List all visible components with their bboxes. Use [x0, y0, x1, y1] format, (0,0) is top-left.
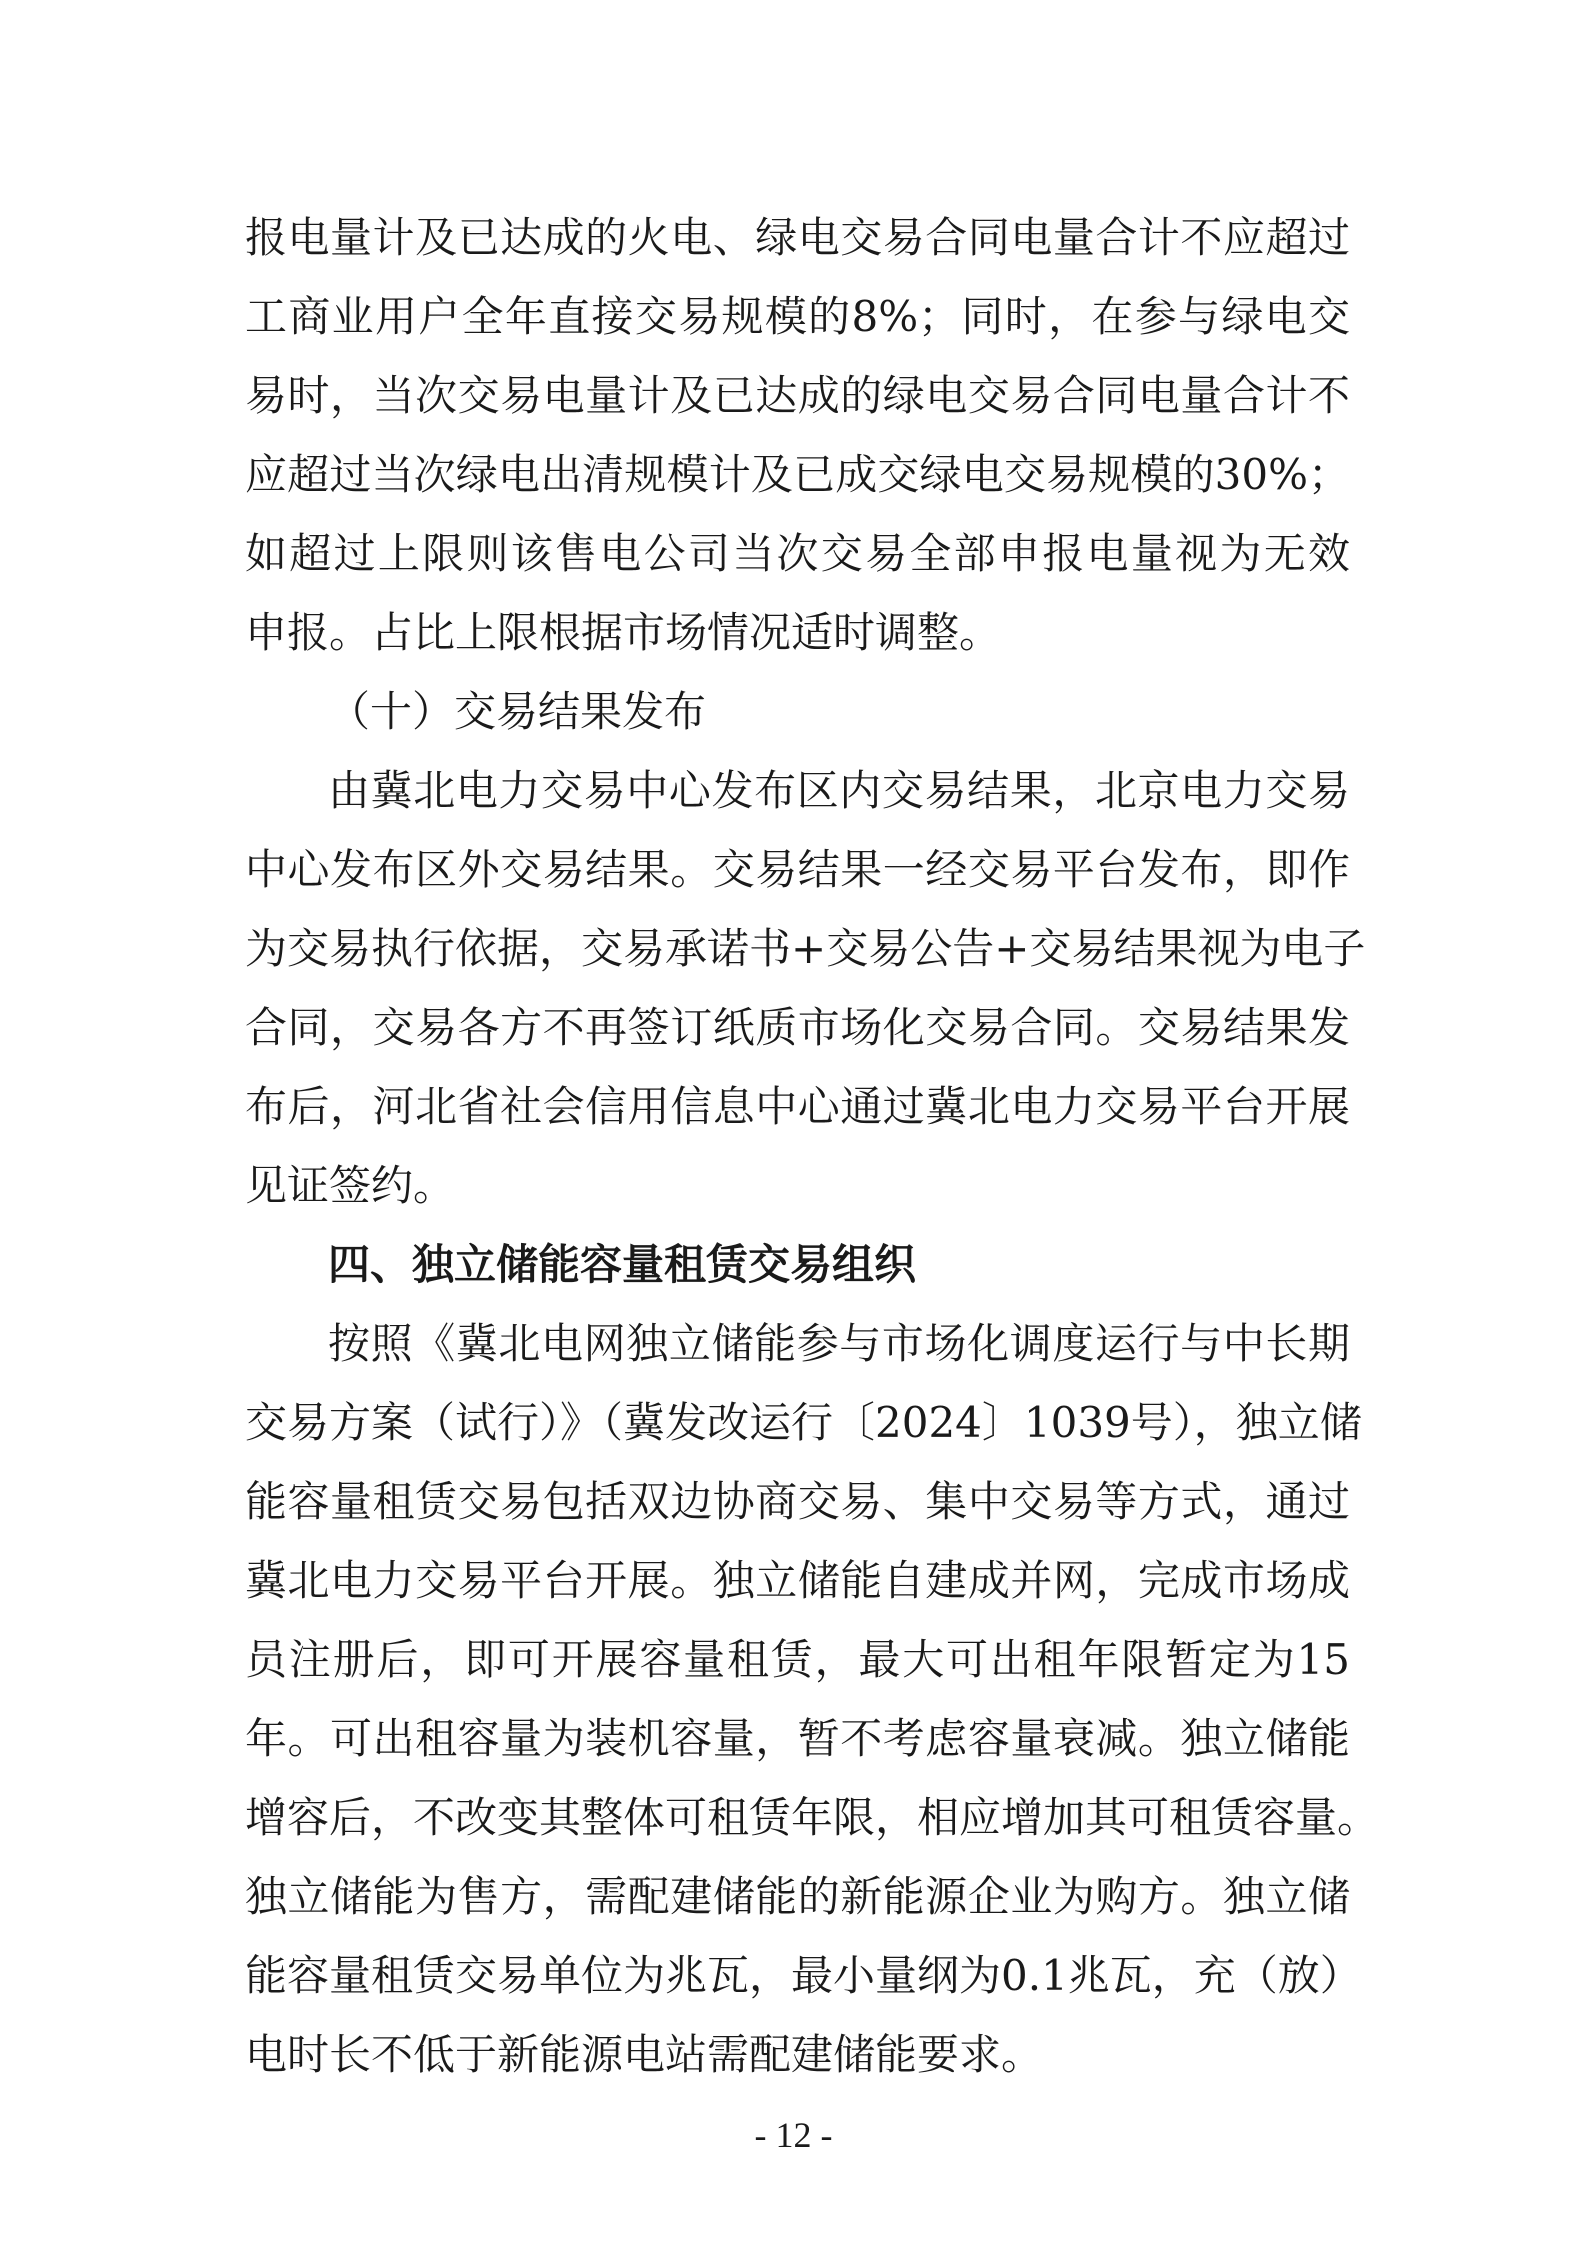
paragraph-line: 交易方案（试行）》（冀发改运行〔2024〕1039号），独立储	[245, 1398, 1362, 1447]
paragraph-line: 年。可出租容量为装机容量，暂不考虑容量衰减。独立储能	[245, 1714, 1350, 1763]
paragraph-line: 增容后，不改变其整体可租赁年限，相应增加其可租赁容量。	[245, 1793, 1380, 1842]
paragraph-line: 能容量租赁交易单位为兆瓦，最小量纲为0.1兆瓦，充（放）	[245, 1951, 1362, 2000]
paragraph-line: 如超过上限则该售电公司当次交易全部申报电量视为无效	[245, 529, 1350, 578]
paragraph-line: 应超过当次绿电出清规模计及已成交绿电交易规模的30%；	[245, 450, 1350, 499]
page-number: - 12 -	[754, 2115, 833, 2155]
paragraph-line: 见证签约。	[245, 1161, 456, 1210]
paragraph-line: 申报。占比上限根据市场情况适时调整。	[245, 608, 1002, 657]
section-heading: （十）交易结果发布	[328, 687, 707, 736]
paragraph-line: 中心发布区外交易结果。交易结果一经交易平台发布，即作	[245, 845, 1350, 894]
paragraph-line: 工商业用户全年直接交易规模的8%；同时，在参与绿电交	[245, 292, 1350, 341]
paragraph-line: 布后，河北省社会信用信息中心通过冀北电力交易平台开展	[245, 1082, 1350, 1131]
paragraph-line: 报电量计及已达成的火电、绿电交易合同电量合计不应超过	[245, 213, 1350, 262]
paragraph-line: 独立储能为售方，需配建储能的新能源企业为购方。独立储	[245, 1872, 1350, 1921]
paragraph-line: 由冀北电力交易中心发布区内交易结果，北京电力交易	[328, 766, 1350, 815]
paragraph-line: 员注册后，即可开展容量租赁，最大可出租年限暂定为15	[245, 1635, 1350, 1684]
paragraph-line: 易时，当次交易电量计及已达成的绿电交易合同电量合计不	[245, 371, 1350, 420]
paragraph-line: 合同，交易各方不再签订纸质市场化交易合同。交易结果发	[245, 1003, 1350, 1052]
paragraph-line: 为交易执行依据，交易承诺书+交易公告+交易结果视为电子	[245, 924, 1366, 973]
paragraph-line: 电时长不低于新能源电站需配建储能要求。	[245, 2030, 1044, 2079]
paragraph-line: 按照《冀北电网独立储能参与市场化调度运行与中长期	[328, 1319, 1350, 1368]
paragraph-line: 冀北电力交易平台开展。独立储能自建成并网，完成市场成	[245, 1556, 1350, 1605]
chapter-heading: 四、独立储能容量租赁交易组织	[328, 1240, 917, 1289]
paragraph-line: 能容量租赁交易包括双边协商交易、集中交易等方式，通过	[245, 1477, 1350, 1526]
